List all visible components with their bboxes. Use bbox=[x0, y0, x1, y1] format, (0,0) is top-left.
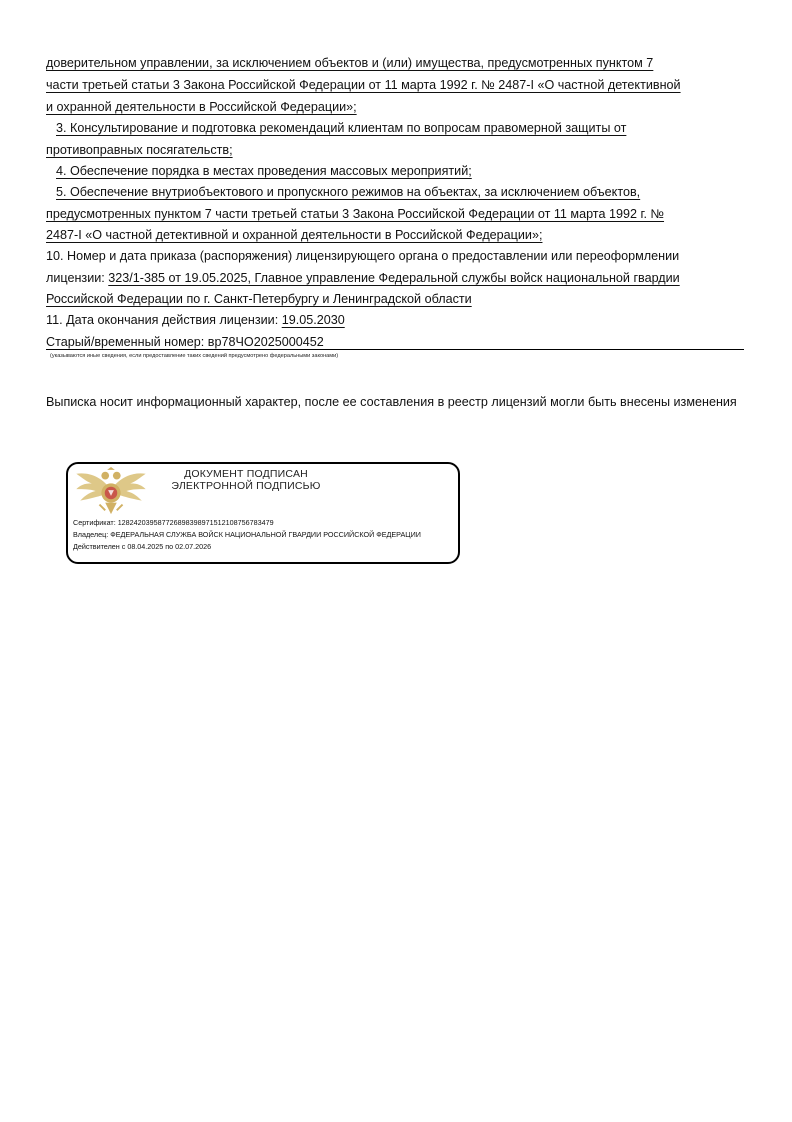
disclaimer-text: Выписка носит информационный характер, после ее составления в реестр лицензий могли быть внесены изменения bbox=[46, 395, 737, 409]
expiry-date-value: 19.05.2030 bbox=[281, 313, 345, 327]
activity-item-5: 5. Обеспечение внутриобъектового и пропускного режимов на объектах, за исключением объектов, bbox=[56, 185, 641, 199]
order-value: 323/1-385 от 19.05.2025, Главное управление Федеральной службы войск национальной гвардии bbox=[108, 271, 680, 285]
old-number-label: Старый/временный номер: bbox=[46, 335, 208, 349]
signature-title-line1: ДОКУМЕНТ ПОДПИСАН bbox=[184, 468, 308, 480]
signature-validity: Действителен с 08.04.2025 по 02.07.2026 bbox=[73, 542, 212, 551]
activity-line: 2487-I «О частной детективной и охранной деятельности в Российской Федерации»; bbox=[46, 228, 543, 242]
activity-item-4: 4. Обеспечение порядка в местах проведения массовых мероприятий; bbox=[56, 164, 472, 178]
activity-line: доверительном управлении, за исключением объектов и (или) имущества, предусмотренных пунктом 7 bbox=[46, 56, 654, 70]
activity-line: противоправных посягательств; bbox=[46, 143, 233, 157]
expiry-date-label: 11. Дата окончания действия лицензии: bbox=[46, 313, 282, 327]
order-value-line bbox=[46, 268, 680, 289]
signature-owner: Владелец: ФЕДЕРАЛЬНАЯ СЛУЖБА ВОЙСК НАЦИОНАЛЬНОЙ ГВАРДИИ РОССИЙСКОЙ ФЕДЕРАЦИИ bbox=[73, 530, 421, 539]
electronic-signature-stamp bbox=[66, 462, 460, 564]
expiry-date-line bbox=[46, 310, 345, 331]
old-number-value: вр78ЧО2025000452 bbox=[207, 335, 324, 349]
order-label: 10. Номер и дата приказа (распоряжения) лицензирующего органа о предоставлении или переоформлении bbox=[46, 249, 680, 263]
signature-title-line2: ЭЛЕКТРОННОЙ ПОДПИСЬЮ bbox=[171, 480, 321, 492]
order-label-suffix: лицензии: bbox=[46, 271, 109, 285]
order-value-continued: Российской Федерации по г. Санкт-Петербургу и Ленинградской области bbox=[46, 292, 472, 306]
activity-line: предусмотренных пунктом 7 части третьей статьи 3 Закона Российской Федерации от 11 марта 1992 г. № bbox=[46, 207, 665, 221]
activity-line: части третьей статьи 3 Закона Российской Федерации от 11 марта 1992 г. № 2487-I «О частной детективной bbox=[46, 78, 681, 92]
rosgvardia-eagle-emblem-icon bbox=[72, 466, 150, 518]
activity-line: и охранной деятельности в Российской Федерации»; bbox=[46, 100, 357, 114]
signature-certificate: Сертификат: 128242039587726898398971512108756783479 bbox=[73, 518, 274, 527]
old-number-footnote: (указываются иные сведения, если предоставление таких сведений предусмотрено федеральными законами) bbox=[50, 353, 339, 359]
activity-item-3: 3. Консультирование и подготовка рекомендаций клиентам по вопросам правомерной защиты от bbox=[56, 121, 627, 135]
old-number-underline bbox=[46, 349, 744, 350]
